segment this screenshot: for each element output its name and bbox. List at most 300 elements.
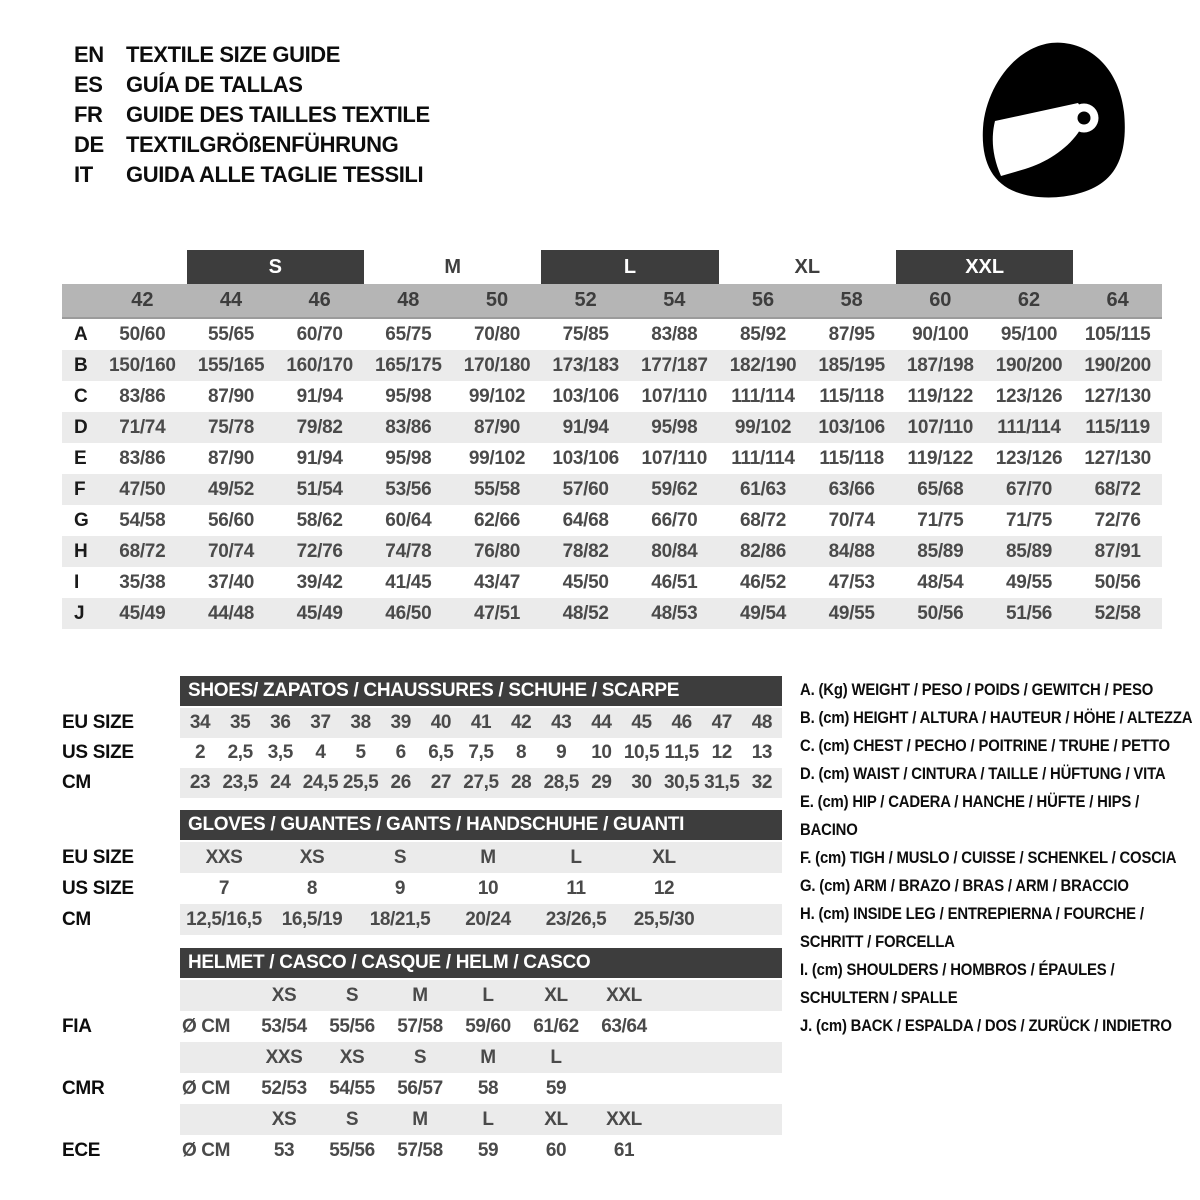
language-row [74,130,430,160]
language-code: IT [74,162,93,187]
size-value: 87/91 [1094,540,1141,562]
cell-value: 25,5 [342,772,379,793]
row-label-empty [62,1042,180,1073]
size-value: 55/65 [207,323,255,345]
section-row [62,904,782,935]
size-value: 60/70 [296,323,343,345]
helmet-size-value: 59 [545,1077,567,1099]
cell-value: 36 [270,712,291,733]
row-label-empty [62,1104,180,1135]
helmet-size-label: S [413,1046,427,1068]
size-value: 39/42 [296,571,343,593]
helmet-size-value: 57/58 [397,1015,443,1037]
size-column-header: 48 [397,289,420,311]
size-row-e [62,443,1162,474]
size-row-f [62,474,1162,505]
cell-value: 44 [591,712,612,733]
cell-value: XL [652,846,676,868]
size-value: 155/165 [197,354,265,376]
cell-value: S [393,846,407,868]
cell-value: M [480,846,496,868]
size-value: 50/56 [1094,571,1141,593]
row-letter: B [74,354,88,376]
size-value: 70/74 [828,509,875,531]
size-value: 115/119 [1085,416,1150,438]
helmet-size-label: XXL [606,984,642,1006]
size-value: 150/160 [109,354,176,376]
legend-item: E. (cm) HIP / CADERA / HANCHE / HÜFTE / HIPS / BACINO [800,792,1140,839]
cell-value: 26 [390,772,411,793]
size-value: 187/198 [907,354,974,376]
size-row-j [62,598,1162,629]
cell-value: 39 [390,712,411,733]
size-column-header: 62 [1017,289,1041,311]
size-value: 64/68 [562,509,609,531]
numeric-size-header-row [62,284,1162,319]
helmet-sizes-row [62,1104,782,1135]
language-row [74,160,430,190]
size-value: 55/58 [473,478,521,500]
size-value: 49/55 [1005,571,1053,593]
size-value: 91/94 [296,385,343,407]
gloves-table-title: GLOVES / GUANTES / GANTS / HANDSCHUHE / GUANTI [180,810,782,840]
size-value: 56/60 [207,509,255,531]
size-value: 87/95 [828,323,875,345]
size-value: 35/38 [119,571,166,593]
size-value: 67/70 [1005,478,1053,500]
section-row [62,873,782,904]
row-cells [180,1011,782,1042]
row-label-us-size: US SIZE [62,877,134,899]
cell-value: 10,5 [623,742,660,763]
size-column-header: 56 [751,289,775,311]
size-value: 190/200 [1084,354,1151,376]
size-value: 45/49 [296,602,343,624]
diameter-unit: Ø CM [182,1015,231,1037]
size-value: 66/70 [651,509,698,531]
size-value: 127/130 [1084,447,1151,469]
size-value: 59/62 [651,478,698,500]
cell-value: 11 [566,877,586,899]
size-value: 99/102 [734,416,792,438]
size-value: 91/94 [562,416,609,438]
cell-value: 28 [510,772,532,793]
helmet-size-label: XXS [265,1046,303,1068]
size-value: 49/54 [739,602,787,624]
cell-value: 6 [395,742,406,763]
size-value: 123/126 [995,385,1063,407]
legend-item: D. (cm) WAIST / CINTURA / TAILLE / HÜFTUNG / VITA [800,764,1166,783]
cell-value: 38 [350,712,371,733]
cell-value: 11,5 [664,742,699,763]
size-column-header: 64 [1106,289,1129,311]
row-letter: C [74,385,88,407]
size-value: 48/54 [917,571,964,593]
size-value: 123/126 [995,447,1063,469]
size-row-b [62,350,1162,381]
row-cells [180,904,782,935]
cell-value: 10 [477,877,499,899]
size-value: 90/100 [912,323,969,345]
size-value: 44/48 [207,602,255,624]
cell-value: XXS [205,846,243,868]
size-value: 87/90 [207,447,255,469]
cell-value: 16,5/19 [281,908,343,930]
row-letter: J [74,602,85,624]
helmet-icon [976,36,1134,204]
size-value: 83/86 [119,385,166,407]
size-value: 82/86 [739,540,787,562]
size-value: 78/82 [562,540,609,562]
cell-value: 31,5 [704,772,740,793]
helmet-size-value: 52/53 [261,1077,307,1099]
size-value: 170/180 [463,354,531,376]
size-value: 48/52 [562,602,609,624]
size-value: 60/64 [385,509,432,531]
cell-value: 5 [355,742,366,763]
cell-value: 18/21,5 [369,908,431,930]
size-value: 63/66 [828,478,875,500]
helmet-size-value: 55/56 [329,1139,375,1161]
cell-value: 10 [591,742,612,763]
helmet-sizes-row [62,980,782,1011]
size-value: 105/115 [1084,323,1151,345]
standard-label-ece: ECE [62,1139,101,1161]
cell-value: 6,5 [428,742,454,763]
legend-item: H. (cm) INSIDE LEG / ENTREPIERNA / FOURCHE / SCHRITT / FORCELLA [800,904,1144,951]
shoes-size-table [62,676,782,798]
cell-value: 4 [315,742,326,763]
cell-value: 23 [189,772,211,793]
cell-value: 2,5 [227,742,253,763]
helmet-size-value: 53/54 [261,1015,307,1037]
size-row-c [62,381,1162,412]
helmet-size-value: 54/55 [329,1077,375,1099]
size-value: 103/106 [818,416,885,438]
row-label-eu-size: EU SIZE [62,846,134,868]
size-column-header: 50 [485,289,509,311]
legend-item: C. (cm) CHEST / PECHO / POITRINE / TRUHE / PETTO [800,736,1170,755]
size-value: 177/187 [641,354,708,376]
measurement-legend [800,676,1196,1040]
size-value: 49/55 [828,602,875,624]
helmet-size-label: XS [339,1046,365,1068]
unit-spacer [180,1042,250,1073]
size-value: 51/54 [296,478,343,500]
helmet-size-label: S [345,1108,359,1130]
size-value: 48/53 [651,602,698,624]
helmet-size-label: XL [544,1108,568,1130]
size-value: 87/90 [473,416,521,438]
row-label-empty [62,980,180,1011]
size-value: 115/118 [819,385,884,407]
size-value: 46/51 [651,571,698,593]
row-label-us-size: US SIZE [62,742,134,763]
section-row [62,842,782,873]
cell-value: 20/24 [465,908,511,930]
size-value: 119/122 [907,447,974,469]
size-group-xxl: XXL [896,250,1073,284]
cell-value: 7,5 [468,742,494,763]
size-value: 95/98 [651,416,698,438]
size-value: 46/50 [385,602,432,624]
helmet-size-label: M [412,984,428,1006]
gloves-table-body [62,842,782,935]
helmet-size-value: 57/58 [397,1139,443,1161]
size-value: 45/49 [119,602,166,624]
legend-item: I. (cm) SHOULDERS / HOMBROS / ÉPAULES / SCHULTERN / SPALLE [800,960,1115,1007]
helmet-size-label: L [482,984,494,1006]
cell-value: 3,5 [267,742,293,763]
size-value: 85/89 [917,540,964,562]
legend-item: G. (cm) ARM / BRAZO / BRAS / ARM / BRACCIO [800,876,1129,895]
row-cells [180,842,782,873]
diameter-unit: Ø CM [182,1077,231,1099]
helmet-size-value: 63/64 [601,1015,647,1037]
cell-value: 12,5/16,5 [186,908,262,930]
language-code: DE [74,132,104,157]
band-spacer [62,284,98,317]
size-column-header: 46 [308,289,331,311]
row-letter: H [74,540,88,562]
size-value: 65/75 [385,323,432,345]
cell-value: 9 [394,877,406,899]
size-column-header: 54 [663,289,686,311]
helmet-size-label: L [482,1108,494,1130]
size-value: 127/130 [1084,385,1151,407]
size-value: 47/51 [473,602,521,624]
size-value: 75/85 [562,323,609,345]
cell-value: 27 [430,772,452,793]
size-group-l: L [541,250,718,284]
size-value: 72/76 [1094,509,1141,531]
size-value: 74/78 [385,540,432,562]
size-value: 160/170 [286,354,353,376]
size-value: 76/80 [473,540,521,562]
row-cells [180,708,782,738]
cell-value: 8 [306,877,318,899]
size-value: 68/72 [1094,478,1141,500]
size-value: 71/75 [1005,509,1053,531]
language-title: TEXTILGRÖßENFÜHRUNG [126,132,399,157]
helmet-size-value: 59/60 [465,1015,511,1037]
size-value: 46/52 [739,571,787,593]
size-value: 95/100 [1000,323,1058,345]
size-value: 50/56 [917,602,964,624]
cell-value: 32 [751,772,773,793]
size-value: 52/58 [1094,602,1141,624]
row-label-cm: CM [62,772,91,793]
size-value: 72/76 [296,540,343,562]
row-letter: E [74,447,87,469]
cell-value: 25,5/30 [633,908,695,930]
row-letter: I [74,571,80,593]
row-cells [180,1042,782,1073]
language-row [74,70,430,100]
size-value: 87/90 [207,385,255,407]
section-row [62,708,782,738]
size-row-g [62,505,1162,536]
gloves-size-table [62,810,782,935]
helmet-size-value: 59 [477,1139,499,1161]
cell-value: 23/26,5 [545,908,607,930]
row-cells [180,980,782,1011]
size-value: 68/72 [119,540,166,562]
language-code: FR [74,102,103,127]
language-title: GUÍA DE TALLAS [126,72,303,97]
size-value: 53/56 [385,478,432,500]
size-group-xl: XL [794,255,821,278]
size-value: 83/86 [385,416,432,438]
size-value: 99/102 [468,385,526,407]
row-cells [180,873,782,904]
size-value: 65/68 [917,478,964,500]
size-value: 54/58 [119,509,166,531]
cell-value: 8 [516,742,527,763]
size-value: 71/75 [917,509,964,531]
size-value: 47/50 [119,478,166,500]
size-value: 111/114 [731,447,795,469]
helmet-size-value: 55/56 [329,1015,375,1037]
legend-item: F. (cm) TIGH / MUSLO / CUISSE / SCHENKEL / COSCIA [800,848,1177,867]
cell-value: XS [299,846,325,868]
cell-value: 30 [631,772,652,793]
size-value: 47/53 [828,571,875,593]
legend-item: J. (cm) BACK / ESPALDA / DOS / ZURÜCK / INDIETRO [800,1016,1172,1035]
size-row-d [62,412,1162,443]
helmet-values-row [62,1011,782,1042]
cell-value: 12 [653,877,675,899]
size-value: 85/92 [739,323,787,345]
helmet-size-label: L [550,1046,562,1068]
main-size-table [62,250,1162,629]
size-value: 190/200 [995,354,1063,376]
size-value: 99/102 [468,447,526,469]
size-value: 75/78 [207,416,255,438]
row-letter: A [74,323,88,345]
cell-value: 35 [230,712,251,733]
helmet-icon-svg [976,36,1134,204]
size-value: 95/98 [385,385,432,407]
section-row [62,768,782,798]
size-group-header-row [62,250,1162,284]
helmet-values-row [62,1073,782,1104]
row-cells [180,768,782,798]
cell-value: 28,5 [543,772,579,793]
language-title-list [74,40,430,190]
size-column-header: 44 [219,289,243,311]
helmet-table-title: HELMET / CASCO / CASQUE / HELM / CASCO [180,948,782,978]
cell-value: 13 [751,742,773,763]
size-value: 68/72 [739,509,787,531]
language-title: GUIDE DES TAILLES TEXTILE [126,102,430,127]
helmet-size-value: 61 [613,1139,635,1161]
language-code: EN [74,42,104,67]
size-row-i [62,567,1162,598]
size-value: 70/80 [473,323,521,345]
cell-value: 12 [711,742,732,763]
row-letter: G [74,509,89,531]
helmet-size-label: M [480,1046,496,1068]
unit-spacer [180,980,250,1011]
language-title: TEXTILE SIZE GUIDE [126,42,341,67]
size-row-a [62,319,1162,350]
helmet-size-value: 53 [273,1139,295,1161]
size-value: 80/84 [651,540,698,562]
size-value: 119/122 [907,385,974,407]
size-value: 43/47 [473,571,521,593]
size-row-h [62,536,1162,567]
cell-value: 34 [189,712,211,733]
size-value: 49/52 [207,478,255,500]
cell-value: 2 [194,742,206,763]
size-value: 95/98 [385,447,432,469]
cell-value: 41 [470,712,492,733]
size-value: 115/118 [819,447,884,469]
size-column-header: 60 [929,289,952,311]
cell-value: 27,5 [463,772,499,793]
helmet-values-row [62,1135,782,1166]
cell-value: 23,5 [222,772,258,793]
size-value: 173/183 [552,354,619,376]
size-value: 165/175 [375,354,442,376]
size-value: 71/74 [119,416,166,438]
cell-value: 40 [430,712,452,733]
size-value: 107/110 [641,447,708,469]
size-value: 185/195 [818,354,885,376]
cell-value: 29 [591,772,612,793]
cell-value: L [570,846,582,868]
size-value: 91/94 [296,447,343,469]
main-size-table-body [62,319,1162,629]
cell-value: 45 [631,712,652,733]
size-value: 45/50 [562,571,609,593]
language-row [74,100,430,130]
row-letter: D [74,416,88,438]
helmet-size-label: XL [544,984,568,1006]
cell-value: 24 [270,772,291,793]
language-row [74,40,430,70]
cell-value: 24,5 [302,772,339,793]
cell-value: 43 [551,712,572,733]
helmet-size-label: XS [271,1108,297,1130]
size-value: 61/63 [739,478,787,500]
row-cells [180,738,782,768]
language-code: ES [74,72,103,97]
cell-value: 48 [751,712,773,733]
helmet-size-value: 60 [545,1139,567,1161]
size-value: 50/60 [119,323,166,345]
diameter-unit: Ø CM [182,1139,231,1161]
standard-label-fia: FIA [62,1015,92,1037]
standard-label-cmr: CMR [62,1077,105,1099]
size-value: 111/114 [731,385,795,407]
helmet-table-body [62,980,782,1166]
cell-value: 42 [510,712,532,733]
size-group-s: S [187,250,364,284]
size-value: 111/114 [997,416,1061,438]
helmet-size-table [62,948,782,1166]
language-title: GUIDA ALLE TAGLIE TESSILI [126,162,424,187]
shoes-table-title: SHOES/ ZAPATOS / CHAUSSURES / SCHUHE / SCARPE [180,676,782,706]
row-label-cm: CM [62,908,91,930]
helmet-size-label: S [345,984,359,1006]
cell-value: 30,5 [663,772,700,793]
size-value: 58/62 [296,509,343,531]
size-column-header: 52 [574,289,597,311]
shoes-table-body [62,708,782,798]
size-value: 70/74 [207,540,255,562]
